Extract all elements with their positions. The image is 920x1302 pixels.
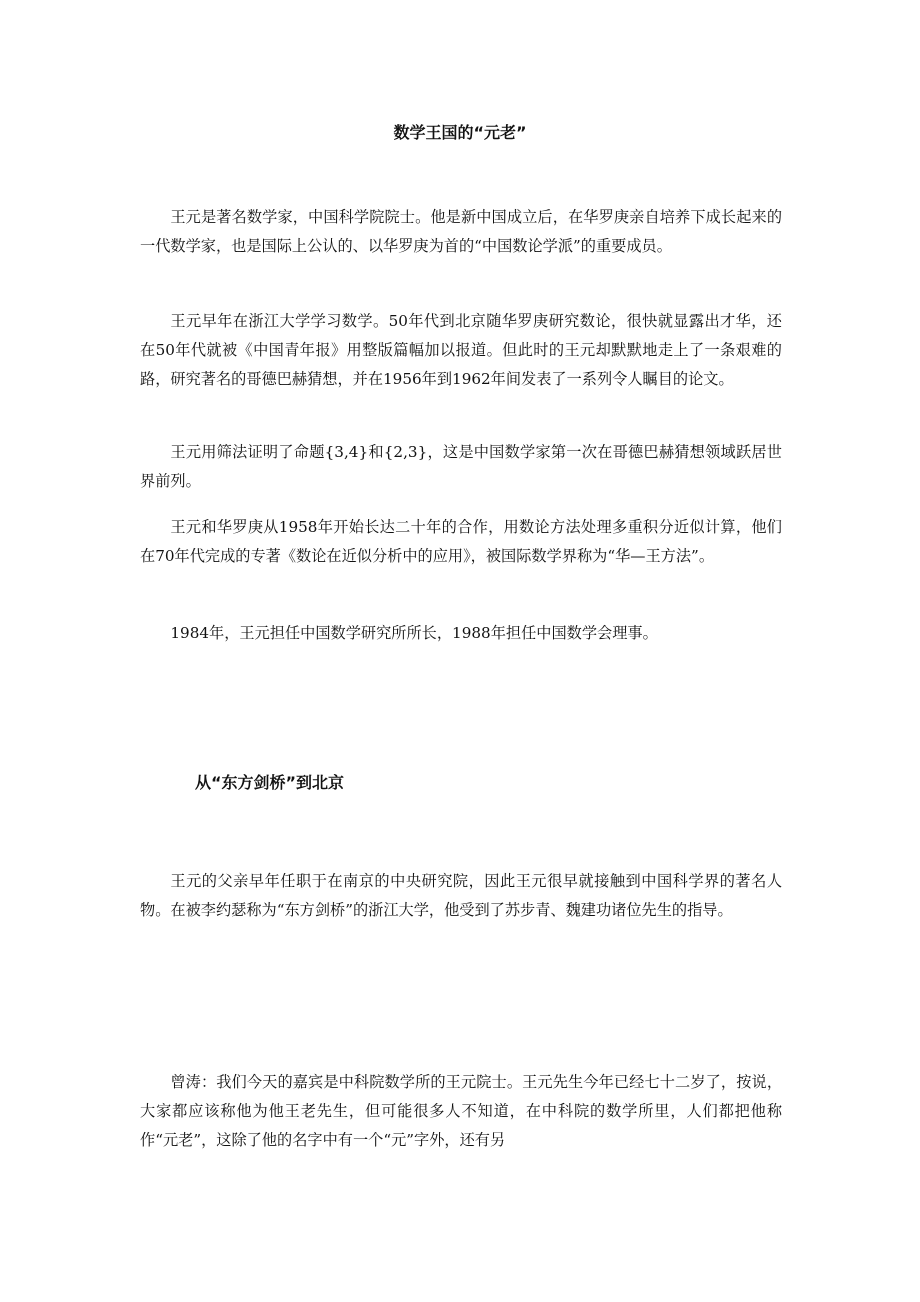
paragraph-hua-wang-method: 王元和华罗庚从1958年开始长达二十年的合作，用数论方法处理多重积分近似计算，他们在70年代完成的专著《数论在近似分析中的应用》，被国际数学界称为“华—王方法”。 bbox=[140, 518, 782, 565]
paragraph-intro: 王元是著名数学家，中国科学院院士。他是新中国成立后，在华罗庚亲自培养下成长起来的一代数学家，也是国际上公认的、以华罗庚为首的“中国数论学派”的重要成员。 bbox=[140, 208, 782, 255]
paragraph-interview: 曾涛：我们今天的嘉宾是中科院数学所的王元院士。王元先生今年已经七十二岁了，按说，大家都应该称他为他王老先生，但可能很多人不知道，在中科院的数学所里，人们都把他称作“元老”，这除了他的名字中有一个“元”字外，还有另 bbox=[140, 1073, 782, 1149]
paragraph-early-study: 王元早年在浙江大学学习数学。50年代到北京随华罗庚研究数论，很快就显露出才华，还在50年代就被《中国青年报》用整版篇幅加以报道。但此时的王元却默默地走上了一条艰难的路，研究著名的哥德巴赫猜想，并在1956年到1962年间发表了一系列令人瞩目的论文。 bbox=[140, 312, 782, 388]
document-title: 数学王国的“元老” bbox=[393, 123, 527, 142]
paragraph-sieve-method: 王元用筛法证明了命题{3,4}和{2,3}，这是中国数学家第一次在哥德巴赫猜想领域跃居世界前列。 bbox=[140, 443, 782, 490]
paragraph-positions: 1984年，王元担任中国数学研究所所长，1988年担任中国数学会理事。 bbox=[170, 624, 658, 642]
paragraph-father: 王元的父亲早年任职于在南京的中央研究院，因此王元很早就接触到中国科学界的著名人物。在被李约瑟称为“东方剑桥”的浙江大学，他受到了苏步青、魏建功诸位先生的指导。 bbox=[140, 872, 782, 919]
section-heading: 从“东方剑桥”到北京 bbox=[195, 773, 345, 792]
